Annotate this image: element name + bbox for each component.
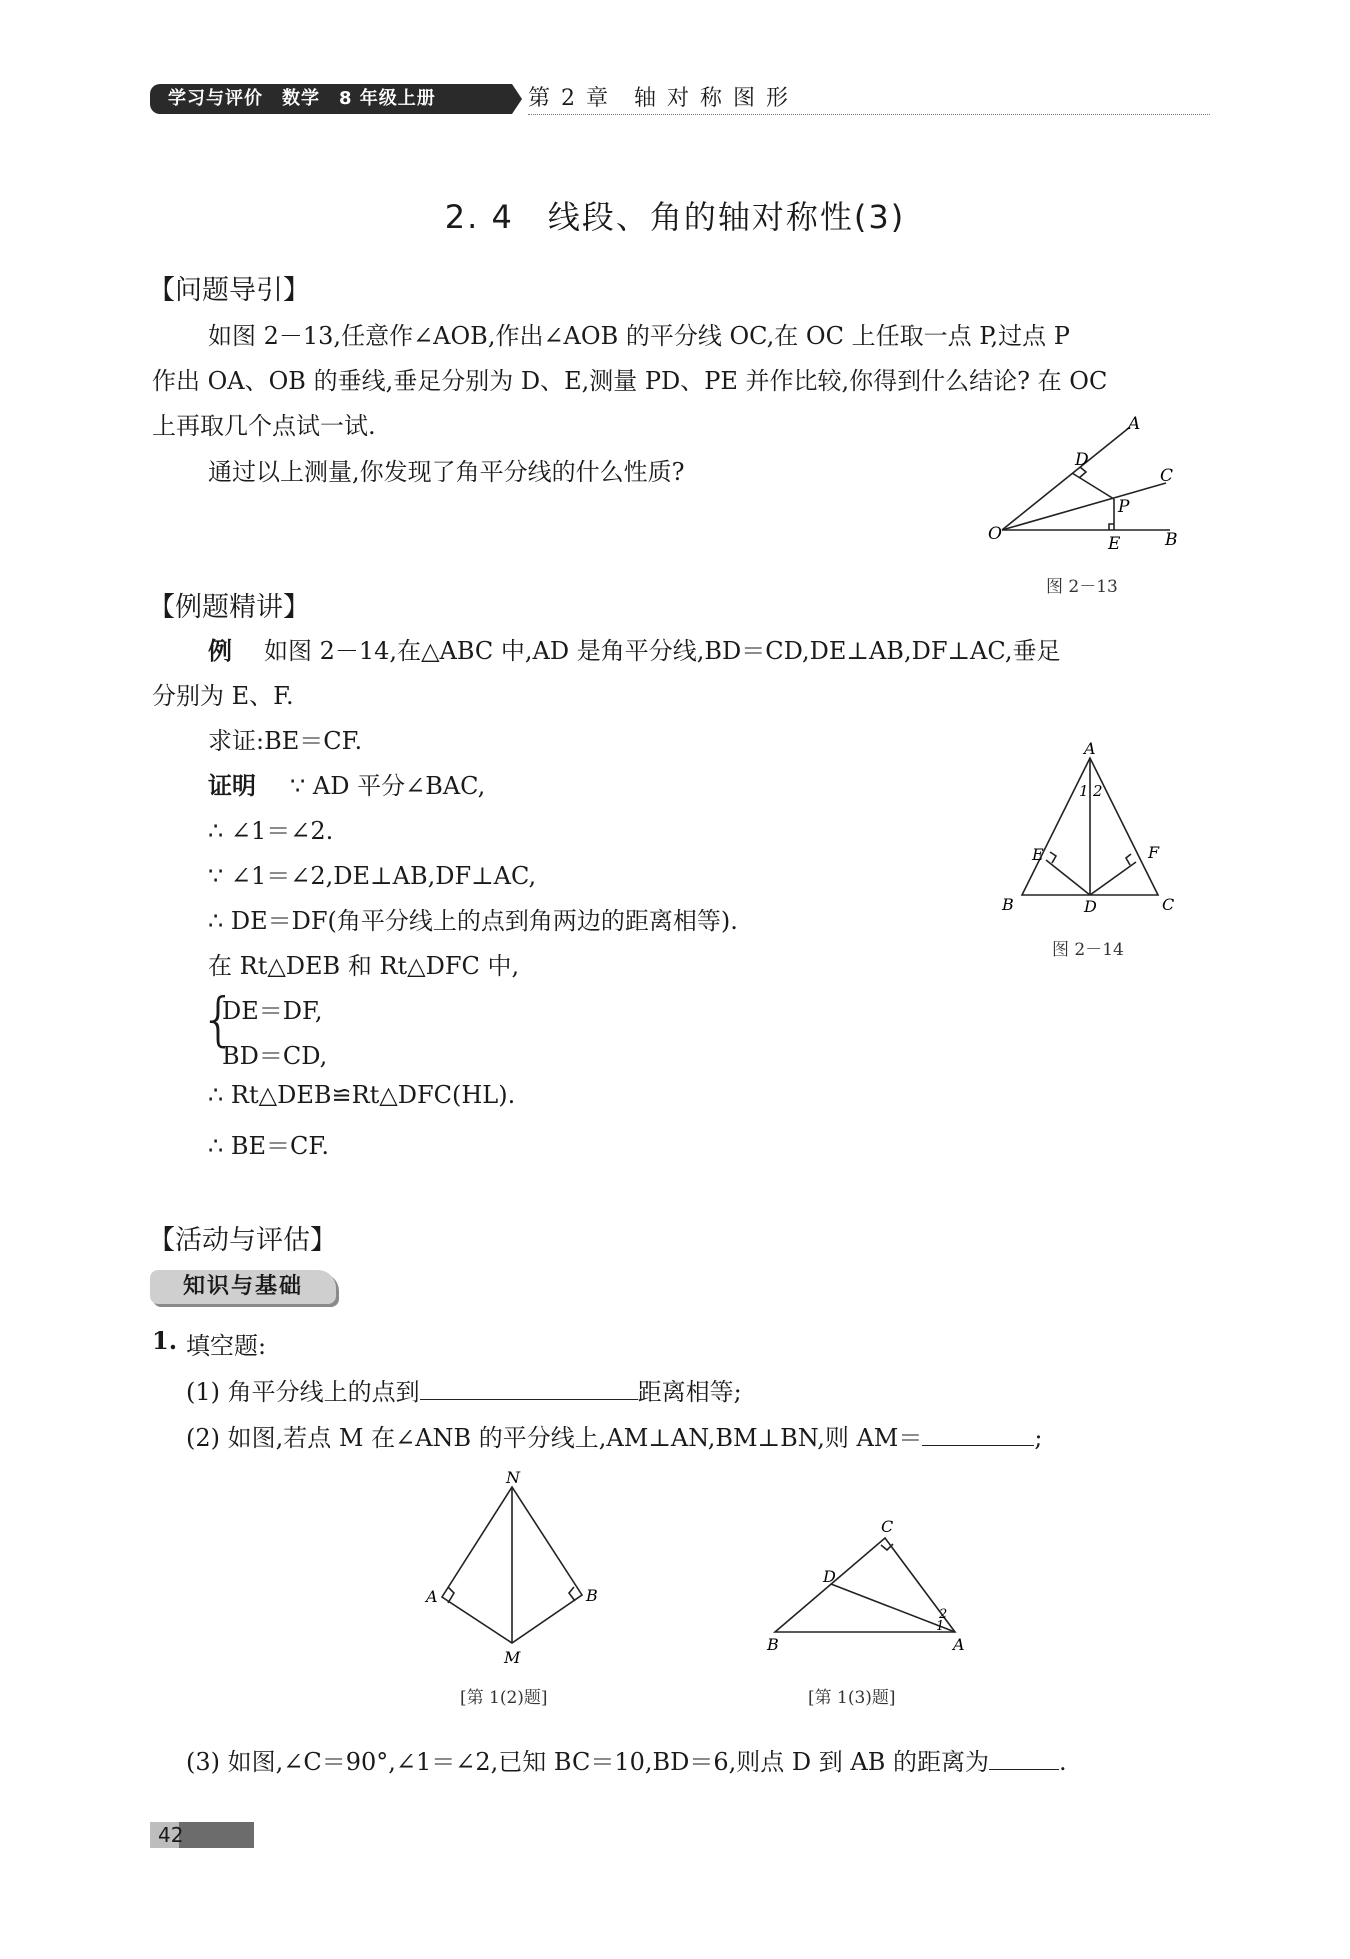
figq12-label-B: B xyxy=(586,1586,598,1605)
q1-2-blank[interactable] xyxy=(922,1421,1034,1446)
fig14-label-C: C xyxy=(1162,895,1175,914)
proof-label: 证明 xyxy=(208,772,256,800)
fig13-label-B: B xyxy=(1165,530,1178,550)
header-arrow xyxy=(512,84,522,114)
q1-1-text-a: (1) 角平分线上的点到 xyxy=(186,1378,420,1406)
example-line-1: 如图 2－14,在△ABC 中,AD 是角平分线,BD＝CD,DE⊥AB,DF⊥AC,垂足 xyxy=(264,637,1061,665)
figq13-angle-2: 2 xyxy=(939,1607,948,1622)
example-line-3: 求证:BE＝CF. xyxy=(208,727,363,755)
knowledge-badge: 知识与基础 xyxy=(150,1270,336,1304)
figure-2-14 xyxy=(990,740,1190,920)
fig13-label-O: O xyxy=(988,524,1002,544)
q1-1-text-b: 距离相等; xyxy=(637,1378,742,1406)
proof-line-7: BD＝CD, xyxy=(222,1042,328,1070)
q1-3-blank[interactable] xyxy=(989,1745,1059,1770)
figure-2-13 xyxy=(980,415,1200,595)
proof-brace: { xyxy=(200,985,237,1053)
proof-line-8: ∴ Rt△DEB≌Rt△DFC(HL). xyxy=(208,1081,516,1109)
q1-2-text-a: (2) 如图,若点 M 在∠ANB 的平分线上,AM⊥AN,BM⊥BN,则 AM＝ xyxy=(186,1424,923,1452)
chapter-header: 第 2 章 轴 对 称 图 形 xyxy=(528,86,790,111)
fig14-angle-1: 1 xyxy=(1079,782,1089,800)
proof-line-2: ∴ ∠1＝∠2. xyxy=(208,817,334,845)
fig13-label-C: C xyxy=(1160,466,1174,486)
figq13-label-A: A xyxy=(953,1635,965,1654)
q1-2-text-b: ; xyxy=(1034,1424,1043,1452)
question-1-1 xyxy=(186,1372,742,1407)
fig13-label-P: P xyxy=(1118,497,1130,517)
figq13-caption: [第 1(3)题] xyxy=(808,1688,896,1708)
proof-line-1: ∵ AD 平分∠BAC, xyxy=(290,772,486,800)
figq13-label-C: C xyxy=(881,1517,894,1536)
figq12-caption: [第 1(2)题] xyxy=(460,1688,548,1708)
figq13-label-D: D xyxy=(823,1567,836,1586)
fig14-angle-2: 2 xyxy=(1093,782,1103,800)
figure-q1-3 xyxy=(755,1510,985,1660)
fig14-label-E: E xyxy=(1032,845,1044,864)
figq12-label-M: M xyxy=(504,1648,521,1667)
fig13-label-A: A xyxy=(1128,415,1141,434)
guide-line-4: 通过以上测量,你发现了角平分线的什么性质? xyxy=(208,458,685,486)
proof-line-4: ∴ DE＝DF(角平分线上的点到角两边的距离相等). xyxy=(208,907,738,935)
section-example: 【例题精讲】 xyxy=(148,592,310,623)
fig13-label-E: E xyxy=(1108,534,1121,554)
q1-3-text-b: . xyxy=(1059,1748,1067,1776)
guide-line-1: 如图 2－13,任意作∠AOB,作出∠AOB 的平分线 OC,在 OC 上任取一点 P,过点 P xyxy=(208,322,1070,350)
fig13-caption: 图 2－13 xyxy=(1046,577,1118,597)
fig14-label-D: D xyxy=(1084,897,1097,916)
figure-q1-2 xyxy=(420,1465,610,1670)
page-title: 2. 4 线段、角的轴对称性(3) xyxy=(444,198,906,236)
section-activity: 【活动与评估】 xyxy=(148,1225,337,1256)
section-guide: 【问题导引】 xyxy=(148,275,310,306)
question-1-3 xyxy=(186,1742,1067,1777)
book-header: 学习与评价 数学 8 年级上册 xyxy=(150,84,512,114)
example-line-2: 分别为 E、F. xyxy=(152,682,294,710)
proof-line-6: DE＝DF, xyxy=(222,997,323,1025)
fig14-label-B: B xyxy=(1002,895,1014,914)
example-label: 例 xyxy=(208,636,232,665)
fig14-label-F: F xyxy=(1148,843,1160,862)
figq13-label-B: B xyxy=(767,1635,779,1654)
proof-line-3: ∵ ∠1＝∠2,DE⊥AB,DF⊥AC, xyxy=(208,862,537,890)
figq12-label-A: A xyxy=(426,1587,438,1606)
proof-line-9: ∴ BE＝CF. xyxy=(208,1132,329,1160)
question-1-2 xyxy=(186,1418,1042,1453)
q1-1-blank[interactable] xyxy=(420,1375,638,1400)
question-1-text: 填空题: xyxy=(186,1332,267,1360)
fig14-caption: 图 2－14 xyxy=(1052,940,1124,960)
figq12-label-N: N xyxy=(506,1468,520,1487)
header-rule xyxy=(528,114,1210,115)
guide-line-2: 作出 OA、OB 的垂线,垂足分别为 D、E,测量 PD、PE 并作比较,你得到什么结论? 在 OC xyxy=(152,367,1108,395)
proof-line-5: 在 Rt△DEB 和 Rt△DFC 中, xyxy=(208,952,520,980)
q1-3-text-a: (3) 如图,∠C＝90°,∠1＝∠2,已知 BC＝10,BD＝6,则点 D 到 AB 的距离为 xyxy=(186,1748,990,1776)
fig13-label-D: D xyxy=(1075,450,1089,470)
figq13-angle-1: 1 xyxy=(936,1619,945,1634)
guide-line-3: 上再取几个点试一试. xyxy=(152,412,376,440)
fig14-label-A: A xyxy=(1084,740,1096,758)
page-number: 42 xyxy=(158,1823,184,1847)
question-1-number: 1. xyxy=(152,1326,178,1355)
